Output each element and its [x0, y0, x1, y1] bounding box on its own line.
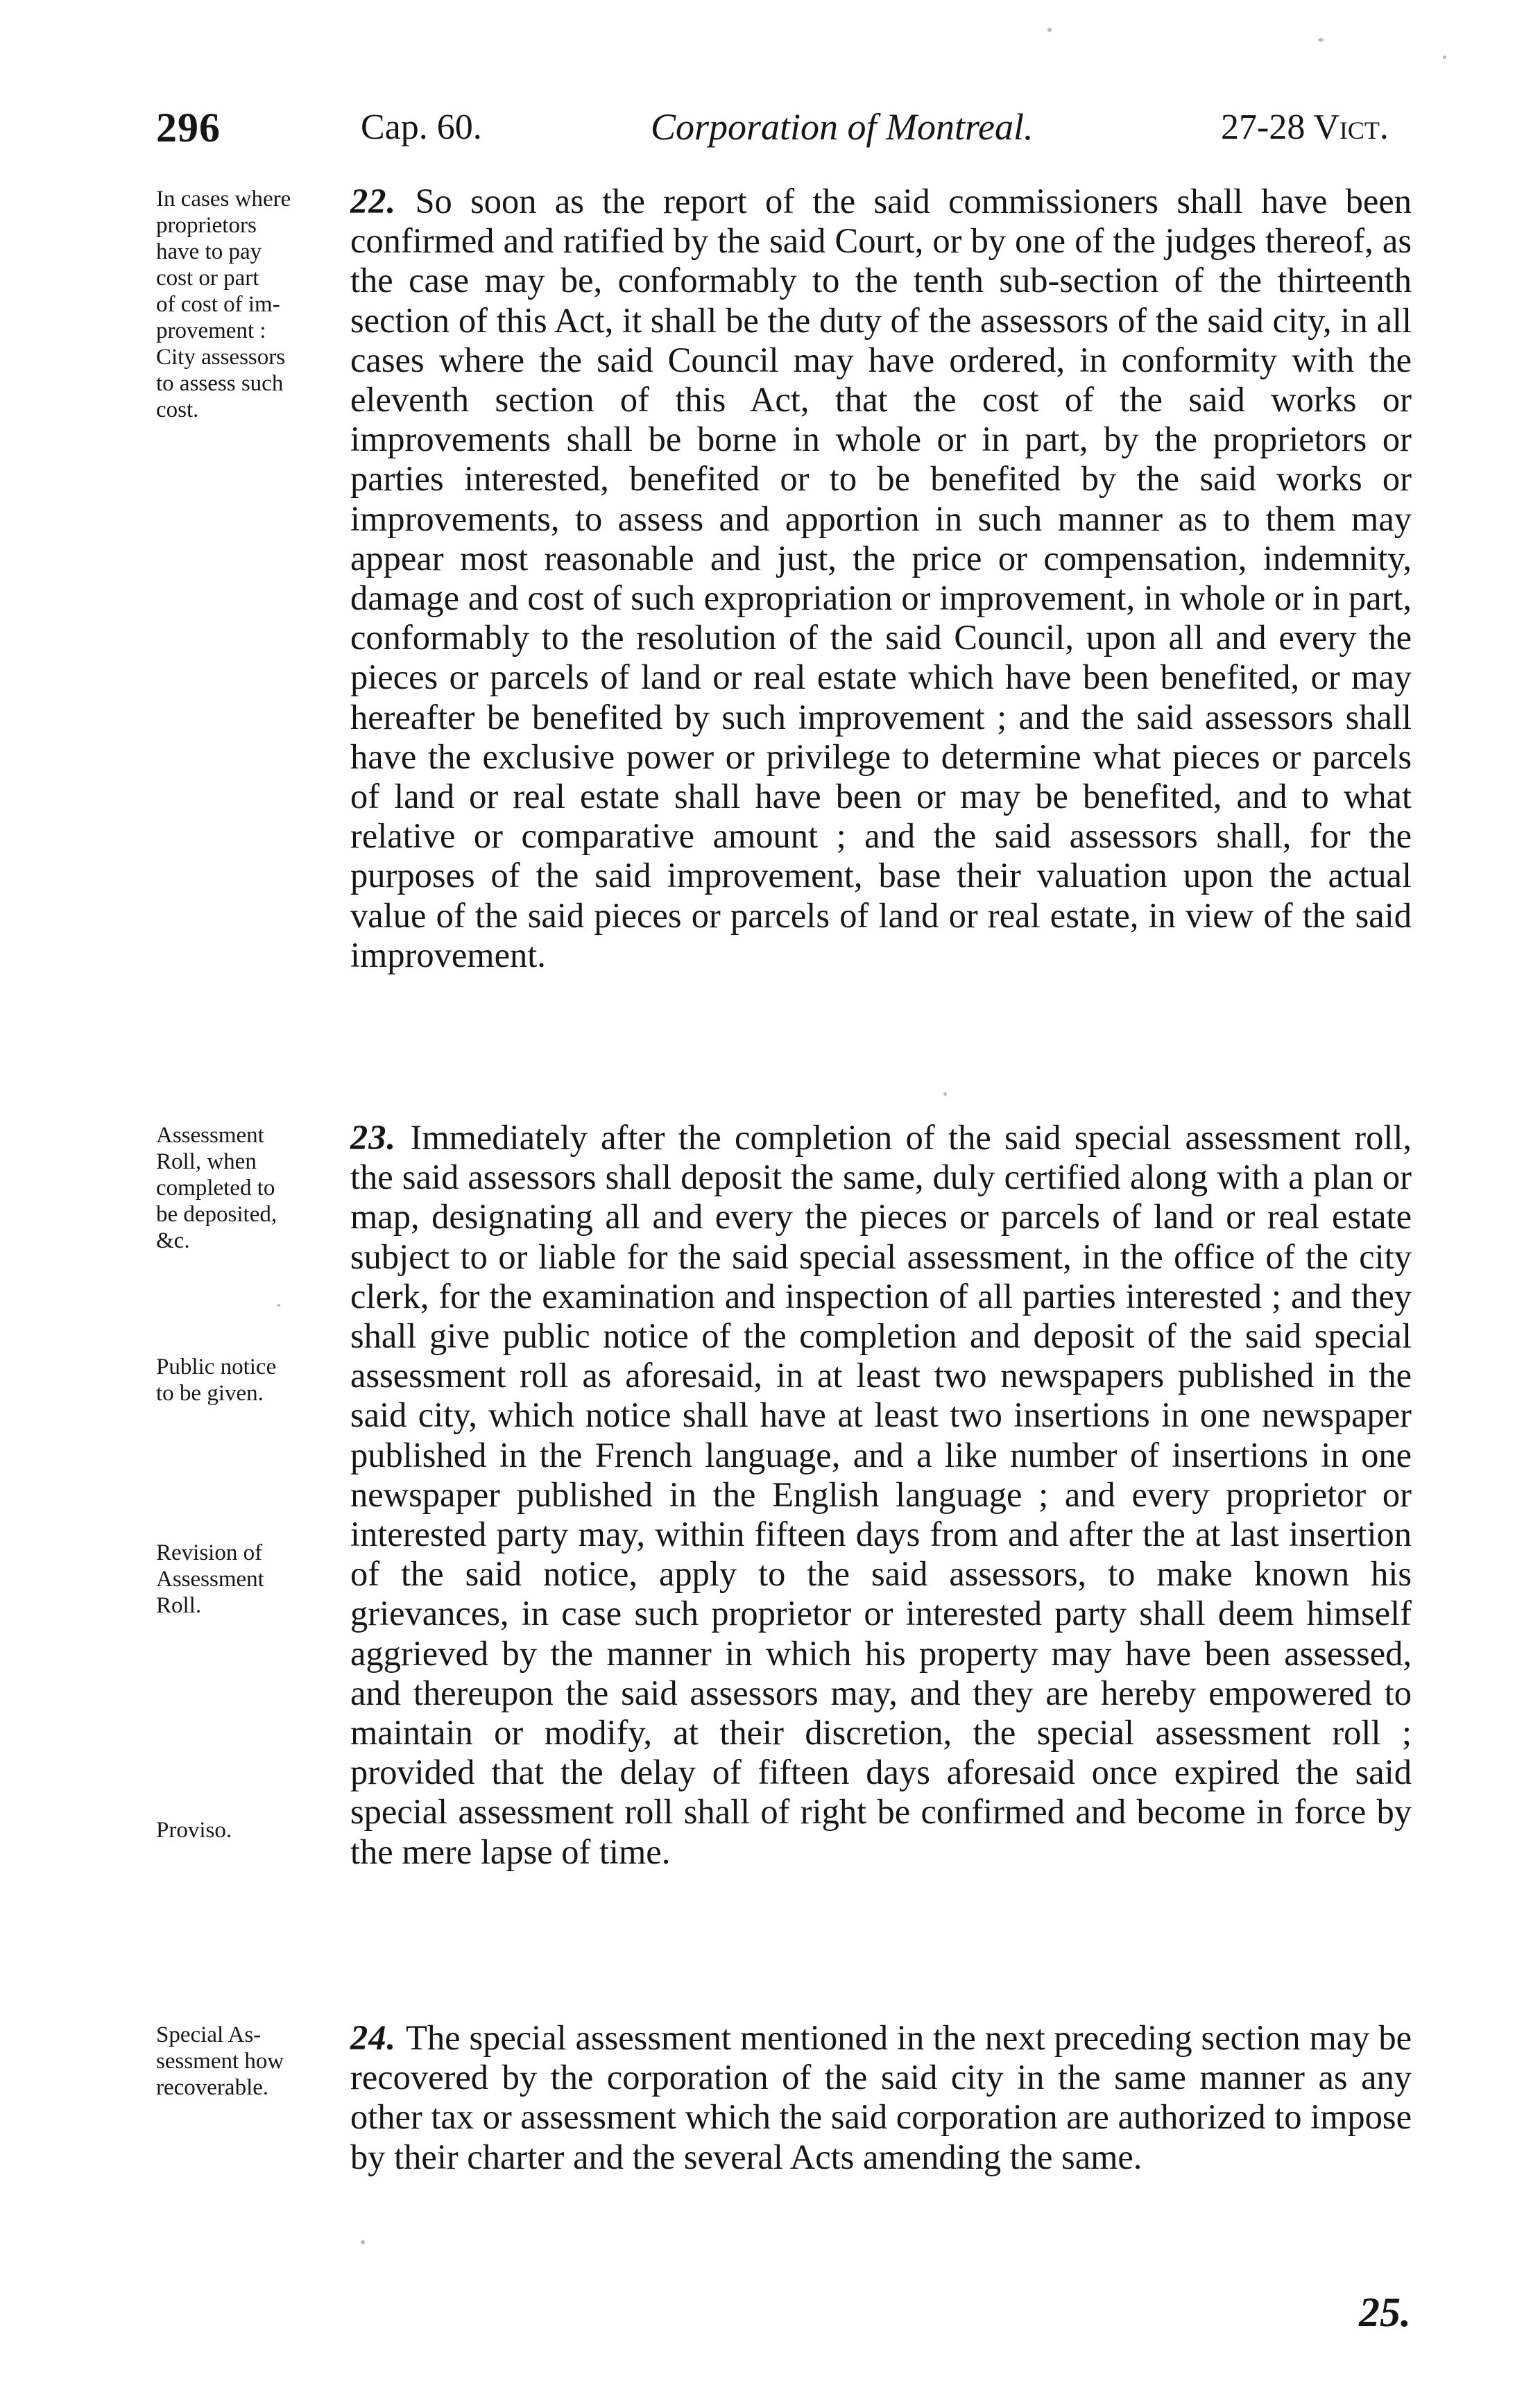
side-note-line: Special As- — [156, 2022, 262, 2047]
section-23 — [350, 1118, 1412, 1872]
side-note-line: Assessment — [156, 1567, 264, 1592]
catchword: 25. — [1359, 2289, 1411, 2335]
side-note-line: completed to — [156, 1176, 275, 1201]
side-note-line: of cost of im- — [156, 292, 280, 317]
chapter-label: Cap. 60. — [361, 108, 482, 147]
section-text: The special assessment mentioned in the next preceding section may be recovered by the corporation of the said city in the same manner as any other tax or assessment which the said corporation are authorized to impose by their charter and the several Acts amending the same. — [350, 2018, 1412, 2176]
running-title: Corporation of Montreal. — [651, 106, 1034, 148]
side-note-line: City assessors — [156, 345, 286, 370]
side-note-line: proprietors — [156, 213, 257, 238]
side-note-line: recoverable. — [156, 2075, 269, 2100]
side-note-line: Roll, when — [156, 1149, 257, 1174]
paper-speck — [277, 1304, 280, 1307]
side-note-line: &c. — [156, 1228, 190, 1253]
section-text: So soon as the report of the said commissioners shall have been confirmed and ratified by the said Court, or by one of the judges thereof, as the case may be, conformably to the tenth sub-section of the thirteenth section of this Act, it shall be the duty of the assessors of the said city, in all cases where the said Council may have ordered, in conformity with the eleventh section of this Act, that the cost of the said works or improvements shall be borne in whole or in part, by the proprietors or parties interested, benefited or to be benefited by the said works or improvements, to assess and apportion in such manner as to them may appear most reasonable and just, the price or compensation, indemnity, damage and cost of such expropriation or improvement, in whole or in part, conformably to the resolution of the said Council, upon all and every the pieces or parcels of land or real estate which have been benefited, or may hereafter be benefited by such improvement ; and the said assessors shall have the exclusive power or privilege to determine what pieces or parcels of land or real estate shall have been or may be benefited, and to what relative or comparative amount ; and the said assessors shall, for the purposes of the said improvement, base their valuation upon the actual value of the said pieces or parcels of land or real estate, in view of the said improvement. — [350, 182, 1412, 974]
section-number: 22. — [350, 182, 416, 221]
paper-speck — [361, 2240, 365, 2244]
section-22 — [350, 182, 1412, 975]
paper-speck — [1047, 28, 1052, 32]
section-number: 24. — [350, 2018, 406, 2057]
side-note-cost-assessment — [156, 186, 357, 423]
side-note-line: Assessment — [156, 1123, 264, 1148]
side-note-proviso — [156, 1817, 357, 1843]
side-note-line: to be given. — [156, 1381, 264, 1406]
side-note-line: In cases where — [156, 187, 291, 212]
side-note-line: Public notice — [156, 1354, 277, 1379]
side-note-public-notice — [156, 1354, 357, 1407]
side-note-line: provement : — [156, 318, 266, 343]
paper-speck — [1318, 38, 1324, 42]
side-note-line: sessment how — [156, 2049, 284, 2074]
side-note-line: Proviso. — [156, 1818, 232, 1843]
side-note-recovery — [156, 2022, 357, 2101]
side-note-revision — [156, 1540, 357, 1619]
section-number: 23. — [350, 1118, 411, 1157]
side-note-line: cost or part — [156, 266, 259, 291]
paper-speck — [1443, 55, 1446, 59]
side-note-line: be deposited, — [156, 1202, 277, 1227]
side-note-line: Roll. — [156, 1593, 202, 1618]
page-number: 296 — [156, 105, 221, 150]
side-note-line: to assess such — [156, 371, 284, 396]
running-header — [0, 104, 1515, 160]
side-note-roll-deposit — [156, 1122, 357, 1254]
side-note-line: cost. — [156, 397, 199, 422]
regnal-year: 27-28 Vict. — [1221, 108, 1389, 147]
section-text: Immediately after the completion of the said special assessment roll, the said assessors shall deposit the same, duly certified along with a plan or map, designating all and every the pieces or parcels of land or real estate subject to or liable for the said special assessment, in the office of the city clerk, for the examination and inspection of all parties interested ; and they shall give public notice of the completion and deposit of the said special assessment roll as aforesaid, in at least two newspapers published in the said city, which notice shall have at least two insertions in one newspaper published in the French language, and a like number of insertions in one newspaper published in the English language ; and every proprietor or interested party may, within fifteen days from and after the at last insertion of the said notice, apply to the said assessors, to make known his grievances, in case such proprietor or interested party shall deem himself aggrieved by the manner in which his property may have been assessed, and thereupon the said assessors may, and they are hereby empowered to maintain or modify, at their discretion, the special assessment roll ; provided that the delay of fifteen days aforesaid once expired the said special assessment roll shall of right be confirmed and become in force by the mere lapse of time. — [350, 1118, 1412, 1871]
side-note-line: have to pay — [156, 239, 262, 264]
section-24 — [350, 2018, 1412, 2177]
side-note-line: Revision of — [156, 1540, 263, 1565]
paper-speck — [943, 1092, 947, 1096]
